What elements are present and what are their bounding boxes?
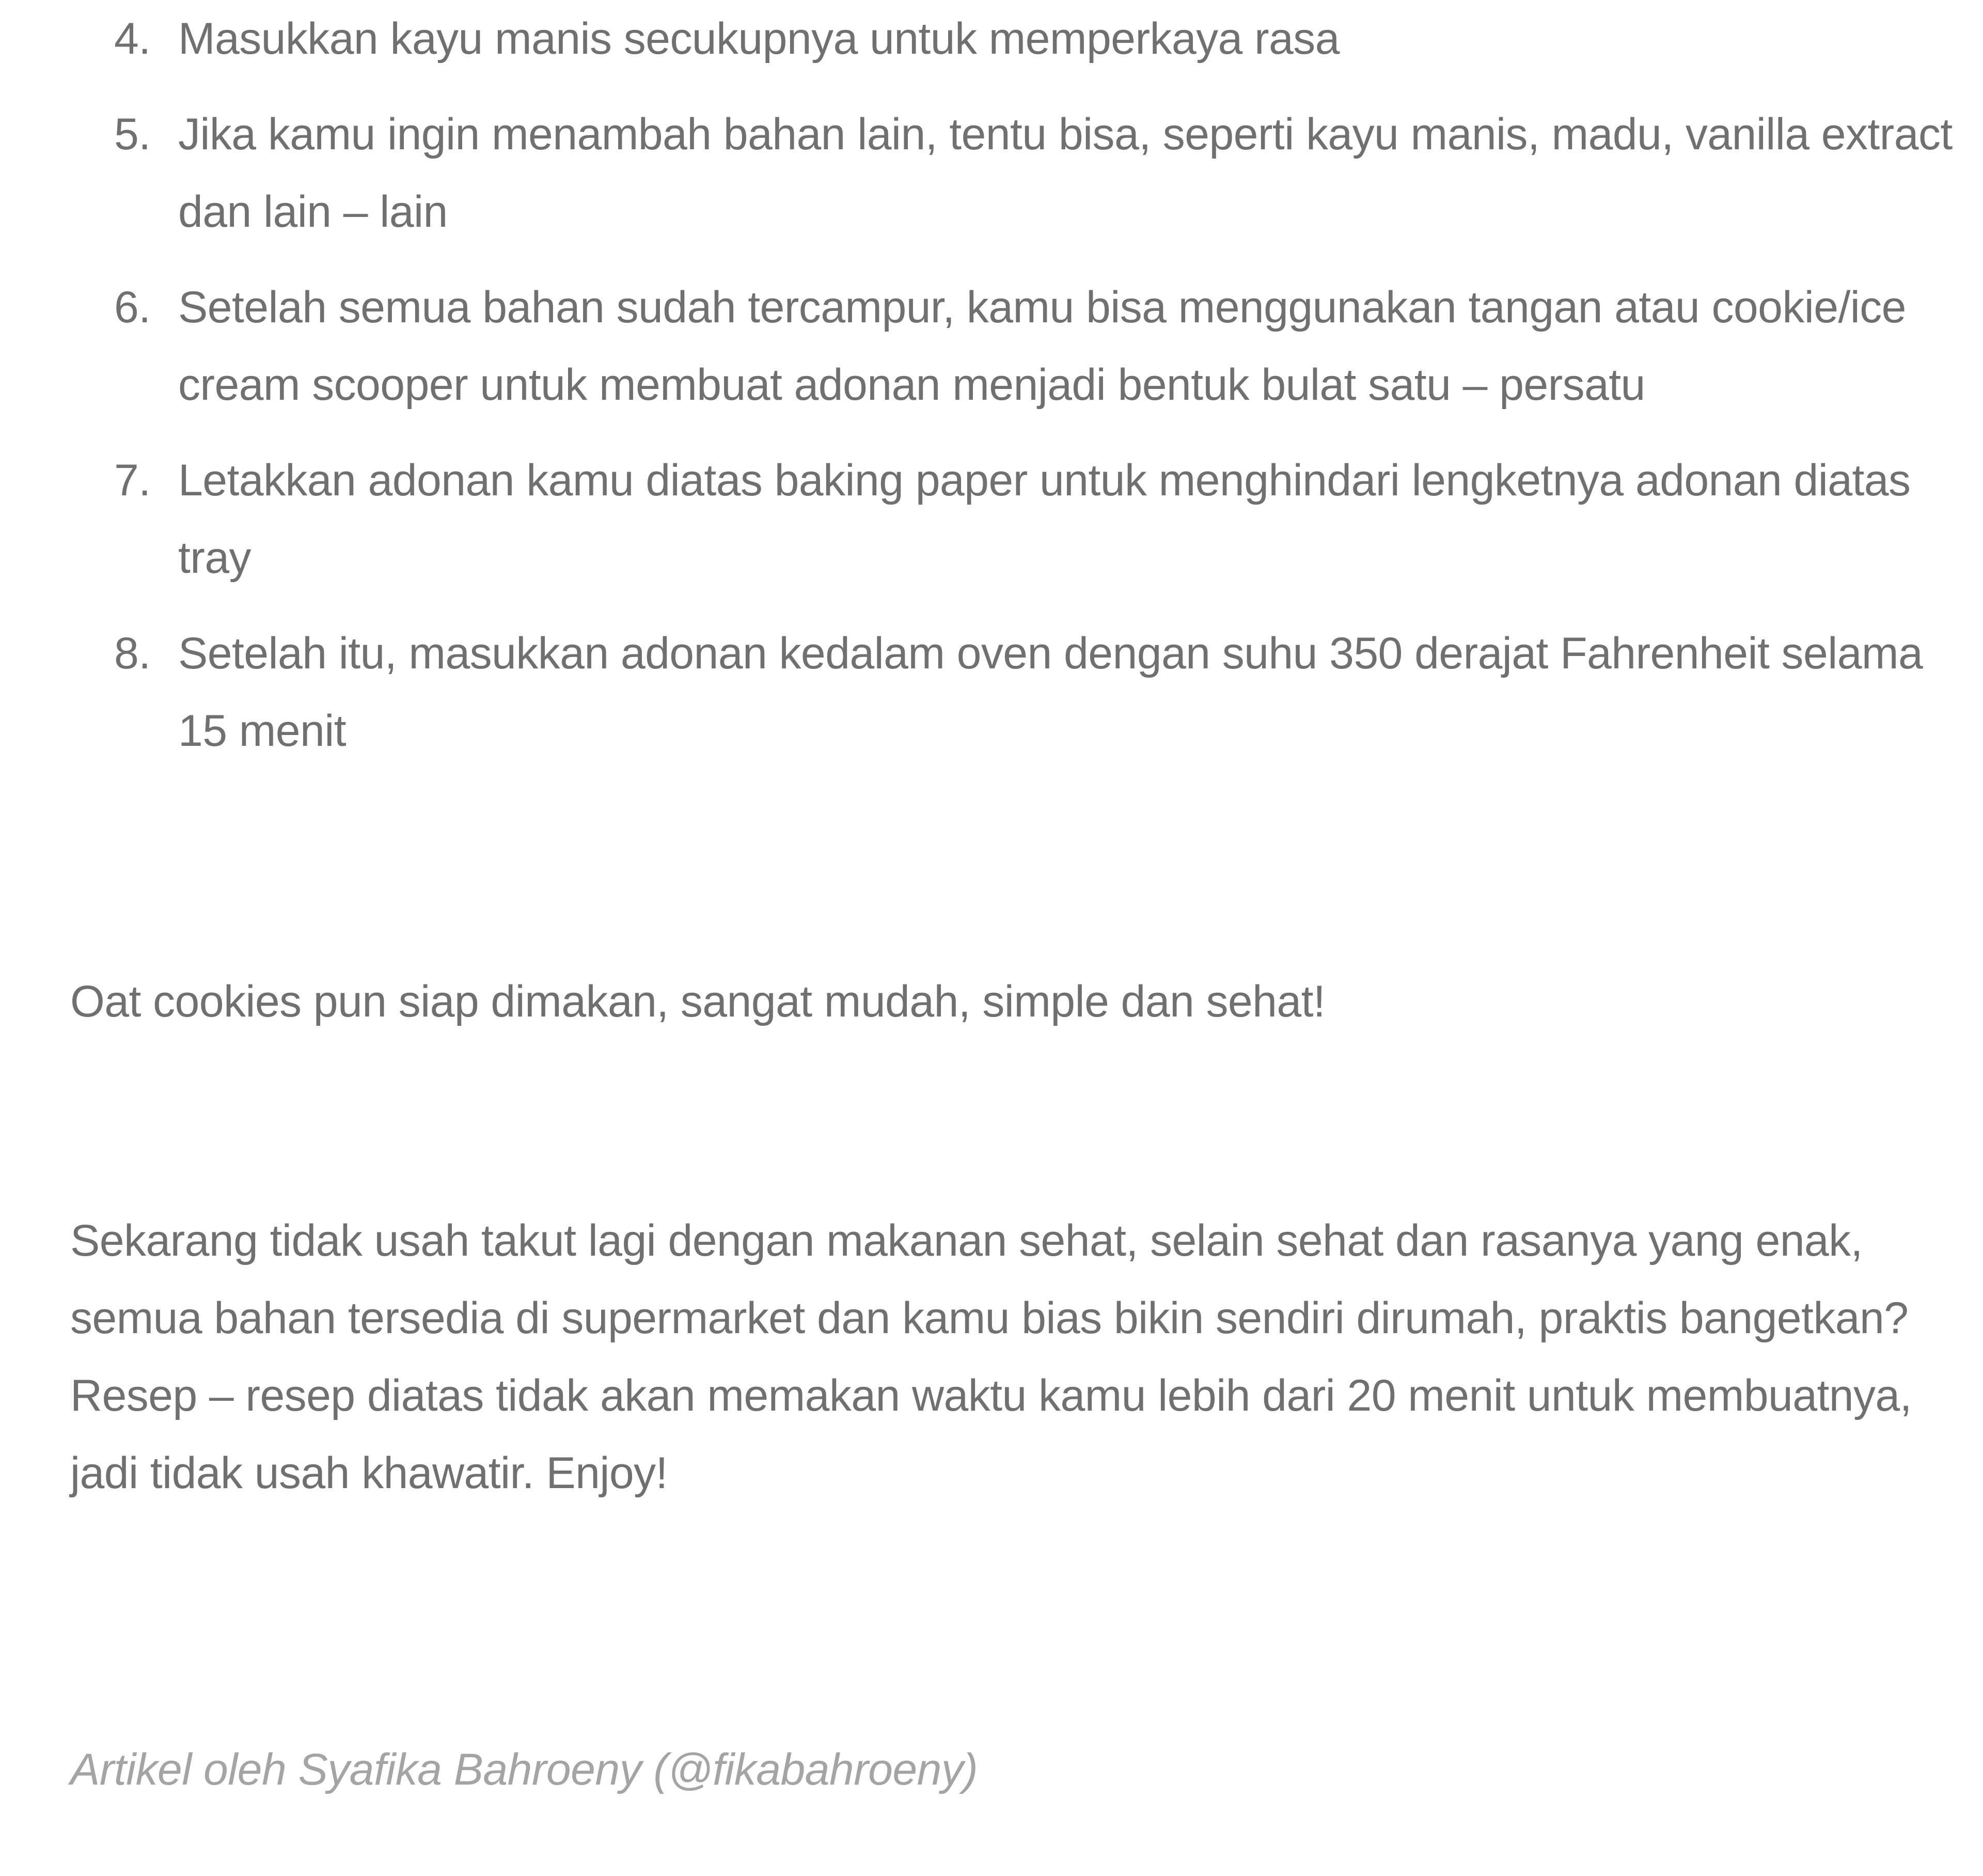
article-content	[70, 0, 1953, 1794]
closing-paragraph: Oat cookies pun siap dimakan, sangat mudah, simple dan sehat!	[70, 977, 1326, 1026]
step-text: Letakkan adonan kamu diatas baking paper untuk menghindari lengketnya adonan diatas tray	[178, 456, 1911, 583]
article-credit: Artikel oleh Syafika Bahroeny (@fikabahroeny)	[70, 1745, 978, 1794]
step-number: 4.	[114, 14, 151, 64]
recipe-step-4	[70, 0, 1929, 77]
recipe-steps-list	[70, 0, 1953, 770]
step-text: Setelah itu, masukkan adonan kedalam oven dengan suhu 350 derajat Fahrenheit selama 15 menit	[178, 629, 1923, 756]
step-number: 8.	[114, 629, 151, 678]
recipe-step-5	[70, 96, 1953, 251]
summary-paragraph: Sekarang tidak usah takut lagi dengan makanan sehat, selain sehat dan rasanya yang enak, semua bahan tersedia di supermarket dan kamu bias bikin sendiri dirumah, praktis bangetkan? Resep – resep diatas tidak akan memakan waktu kamu lebih dari 20 menit untuk membuatnya, jadi tidak usah khawatir. Enjoy!	[70, 1216, 1912, 1498]
step-number: 5.	[114, 110, 151, 159]
recipe-step-7	[70, 442, 1929, 597]
step-number: 7.	[114, 456, 151, 505]
step-text: Setelah semua bahan sudah tercampur, kamu bisa menggunakan tangan atau cookie/ice cream scooper untuk membuat adonan menjadi bentuk bulat satu – persatu	[178, 283, 1906, 410]
recipe-step-8	[70, 615, 1929, 770]
step-text: Jika kamu ingin menambah bahan lain, tentu bisa, seperti kayu manis, madu, vanilla extract dan lain – lain	[178, 110, 1953, 237]
step-number: 6.	[114, 283, 151, 332]
recipe-step-6	[70, 269, 1929, 424]
step-text: Masukkan kayu manis secukupnya untuk memperkaya rasa	[178, 14, 1340, 64]
